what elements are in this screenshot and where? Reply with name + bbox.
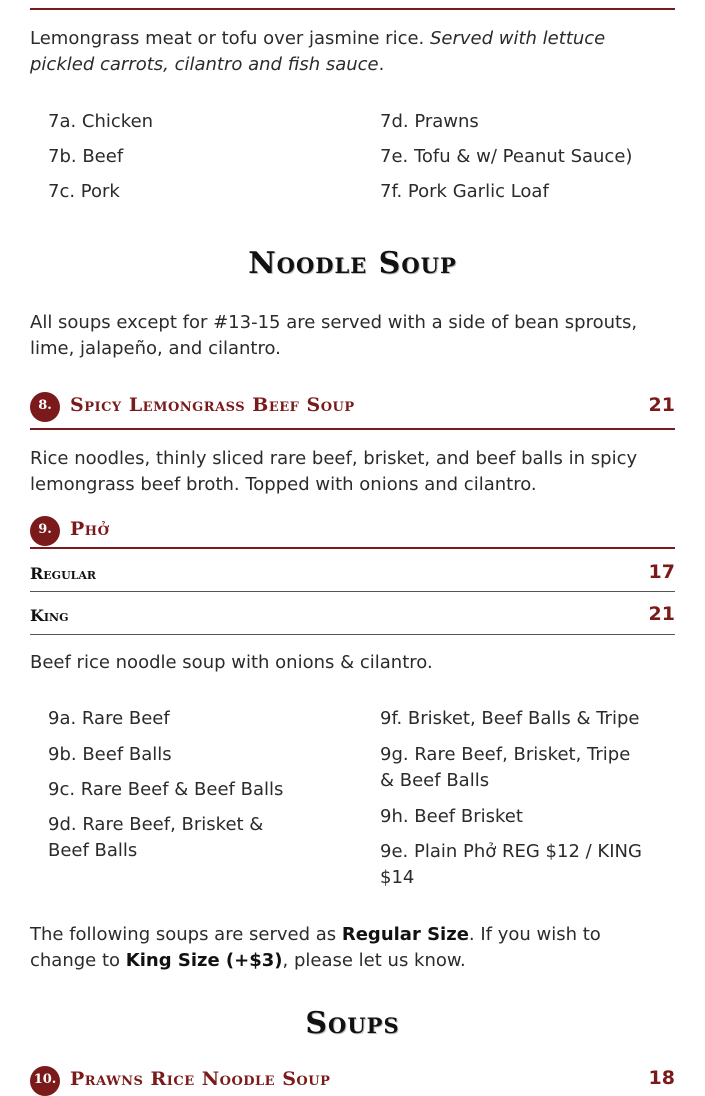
divider	[30, 591, 675, 592]
note-bold: Regular Size	[341, 924, 469, 945]
note-text: , please let us know.	[282, 950, 466, 971]
divider	[30, 428, 675, 430]
option-7d: 7d. Prawns	[380, 111, 479, 132]
item-number-badge: 10.	[30, 1066, 60, 1096]
option-9f: 9f. Brisket, Beef Balls & Tripe	[380, 708, 640, 729]
option-7f: 7f. Pork Garlic Loaf	[380, 181, 549, 202]
regular-size-note	[30, 922, 670, 974]
item-number-badge: 8.	[30, 392, 60, 422]
size-label-king: King	[30, 606, 69, 625]
divider	[30, 634, 675, 635]
section-heading-noodle-soup: Noodle Soup	[248, 246, 457, 281]
divider	[30, 547, 675, 549]
desc-text: Lemongrass meat or tofu over jasmine rice.	[30, 28, 430, 49]
option-9e: 9e. Plain Phở REG $12 / KING $14	[380, 841, 642, 888]
size-price-king: 21	[648, 603, 675, 625]
size-label-regular: Regular	[30, 564, 97, 583]
item8-title: Spicy Lemongrass Beef Soup	[70, 394, 355, 416]
item8-price: 21	[648, 394, 675, 416]
option-9a: 9a. Rare Beef	[48, 708, 170, 729]
note-text: The following soups are served as	[30, 924, 342, 945]
size-price-regular: 17	[648, 561, 675, 583]
desc-end: .	[378, 54, 385, 75]
item9-title: Phở	[70, 518, 110, 540]
option-7e: 7e. Tofu & w/ Peanut Sauce)	[380, 146, 633, 167]
item8-description: Rice noodles, thinly sliced rare beef, brisket, and beef balls in spicy lemongrass beef broth. Topped with onions and cilantro.	[30, 448, 638, 495]
item-number-badge: 9.	[30, 516, 60, 546]
noodle-soup-intro: All soups except for #13-15 are served with a side of bean sprouts, lime, jalapeño, and cilantro.	[30, 312, 638, 359]
option-7b: 7b. Beef	[48, 146, 124, 167]
option-9d: 9d. Rare Beef, Brisket & Beef Balls	[48, 814, 264, 861]
option-7c: 7c. Pork	[48, 181, 120, 202]
note-bold: King Size (+$3)	[125, 950, 283, 971]
option-9g: 9g. Rare Beef, Brisket, Tripe & Beef Balls	[380, 744, 631, 791]
item10-price: 18	[648, 1067, 675, 1089]
divider	[30, 8, 675, 10]
option-9c: 9c. Rare Beef & Beef Balls	[48, 779, 284, 800]
option-9h: 9h. Beef Brisket	[380, 806, 523, 827]
desc-italic: Served with lettuce pickled carrots, cilantro and fish sauce	[30, 28, 606, 75]
item7-description	[30, 26, 660, 78]
item10-title: Prawns Rice Noodle Soup	[70, 1068, 331, 1090]
note-text: . If you wish to change to	[30, 924, 601, 971]
option-7a: 7a. Chicken	[48, 111, 154, 132]
item9-description: Beef rice noodle soup with onions & cilantro.	[30, 652, 433, 673]
option-9b: 9b. Beef Balls	[48, 744, 172, 765]
section-heading-soups: Soups	[305, 1006, 400, 1041]
